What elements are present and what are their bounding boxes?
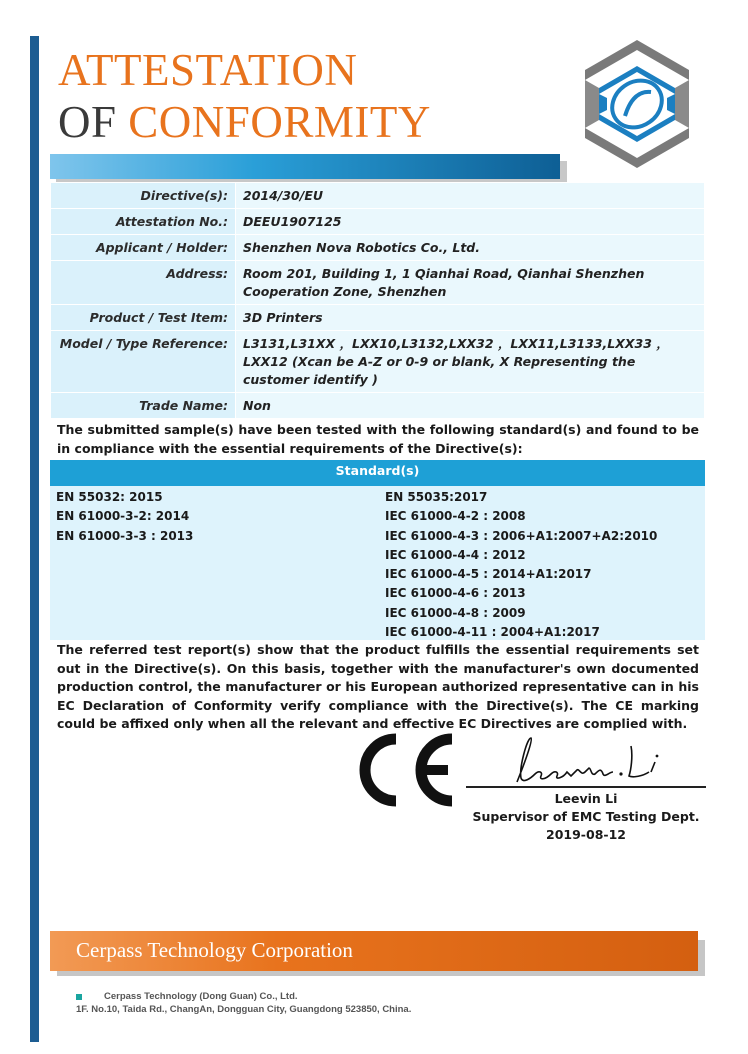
title-of-conformity bbox=[58, 97, 431, 147]
info-row-product bbox=[51, 305, 705, 331]
title-conformity: CONFORMITY bbox=[128, 97, 431, 147]
standard-item: IEC 61000-4-5 : 2014+A1:2017 bbox=[385, 567, 592, 582]
info-row-address bbox=[51, 261, 705, 305]
standards-list bbox=[50, 486, 705, 640]
info-row-attestation bbox=[51, 209, 705, 235]
info-row-directive bbox=[51, 183, 705, 209]
standard-item: EN 61000-3-2: 2014 bbox=[56, 509, 190, 524]
standard-item: EN 55032: 2015 bbox=[56, 490, 163, 504]
signer-role: Supervisor of EMC Testing Dept. bbox=[472, 809, 700, 824]
trade-name-value: Non bbox=[236, 393, 705, 419]
info-row-model bbox=[51, 331, 705, 393]
standard-item: IEC 61000-4-3 : 2006+A1:2007+A2:2010 bbox=[385, 528, 658, 543]
standards-left-column bbox=[56, 488, 193, 546]
model-value: L3131,L31XX ，LXX10,L3132,LXX32 ，LXX11,L3133,LXX33 ，LXX12 (Xcan be A-Z or 0-9 or blank, X Representing the customer identify ) bbox=[236, 331, 705, 393]
attestation-label: Attestation No.: bbox=[51, 209, 236, 235]
applicant-value: Shenzhen Nova Robotics Co., Ltd. bbox=[236, 235, 705, 261]
model-label: Model / Type Reference: bbox=[51, 331, 236, 393]
signer-name: Leevin Li bbox=[554, 791, 618, 806]
left-accent-bar bbox=[30, 36, 39, 1042]
directive-label: Directive(s): bbox=[51, 183, 236, 209]
address-value: Room 201, Building 1, 1 Qianhai Road, Qianhai Shenzhen Cooperation Zone, Shenzhen bbox=[236, 261, 705, 305]
directive-value: 2014/30/EU bbox=[236, 183, 705, 209]
handwritten-signature-icon bbox=[505, 732, 665, 787]
header-band bbox=[50, 154, 560, 179]
footer-company-name: Cerpass Technology Corporation bbox=[76, 938, 353, 962]
address-label: Address: bbox=[51, 261, 236, 305]
applicant-label: Applicant / Holder: bbox=[51, 235, 236, 261]
standard-item: IEC 61000-4-4 : 2012 bbox=[385, 547, 526, 562]
attestation-info-table bbox=[50, 182, 705, 419]
product-label: Product / Test Item: bbox=[51, 305, 236, 331]
standard-item: EN 61000-3-3 : 2013 bbox=[56, 528, 194, 543]
standard-item: IEC 61000-4-2 : 2008 bbox=[385, 509, 526, 524]
ce-mark-icon bbox=[352, 732, 458, 808]
signature-line bbox=[466, 786, 706, 788]
standard-item: IEC 61000-4-11 : 2004+A1:2017 bbox=[385, 625, 600, 640]
standard-item: IEC 61000-4-6 : 2013 bbox=[385, 586, 526, 601]
standards-header: Standard(s) bbox=[50, 460, 705, 486]
signature-date: 2019-08-12 bbox=[546, 827, 626, 842]
standard-item: IEC 61000-4-8 : 2009 bbox=[385, 605, 526, 620]
footer-subsidiary: Cerpass Technology (Dong Guan) Co., Ltd. bbox=[104, 991, 298, 1002]
attestation-value: DEEU1907125 bbox=[236, 209, 705, 235]
statement-intro: The submitted sample(s) have been tested with the following standard(s) and found to be in compliance with the essential requirements of the Directive(s): bbox=[57, 422, 699, 456]
title-attestation: ATTESTATION bbox=[58, 45, 358, 95]
cerpass-logo-icon bbox=[577, 38, 697, 170]
title-of: OF bbox=[58, 97, 117, 147]
product-value: 3D Printers bbox=[236, 305, 705, 331]
standard-item: EN 55035:2017 bbox=[385, 490, 488, 504]
standards-right-column bbox=[385, 488, 657, 642]
trade-name-label: Trade Name: bbox=[51, 393, 236, 419]
info-row-trade-name bbox=[51, 393, 705, 419]
statement-conclusion: The referred test report(s) show that the product fulfills the essential requirements set out in the Directive(s). On this basis, together with the manufacturer's own documented production control, the manufacturer or his European authorized representative can in his EC Declaration of Conformity verify compliance with the Directive(s). The CE marking could be affixed only when all the relevant and effective EC Directives are complied with. bbox=[57, 642, 699, 731]
address-bullet-icon bbox=[76, 994, 82, 1000]
info-row-applicant bbox=[51, 235, 705, 261]
footer-address: 1F. No.10, Taida Rd., ChangAn, Dongguan City, Guangdong 523850, China. bbox=[76, 1004, 412, 1015]
